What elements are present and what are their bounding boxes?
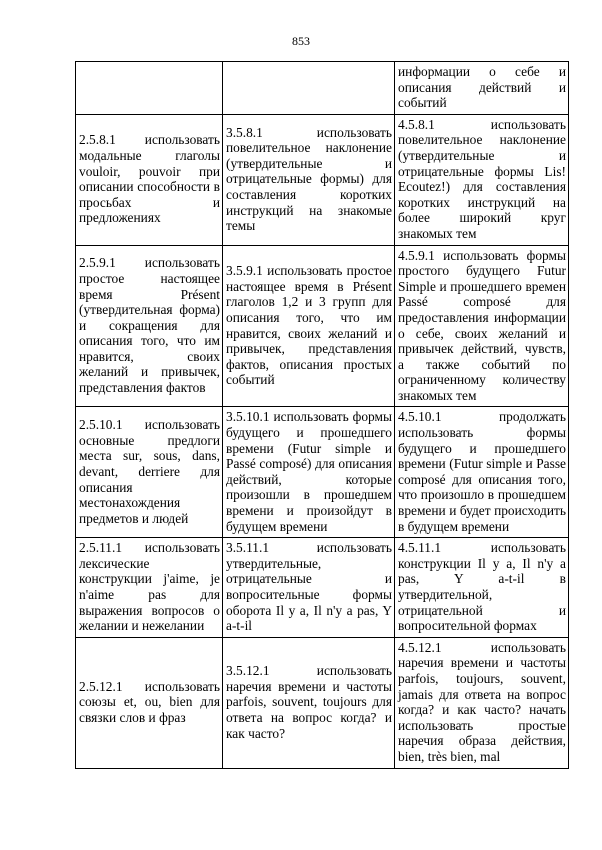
grade-3-objective-cell: 3.5.11.1 использовать утвердительные, отрицательные и вопросительные формы оборота Il y a, Il n'y a pas, Y a-t-il <box>223 538 395 638</box>
page-number: 853 <box>292 34 310 48</box>
grade-2-objective-cell: 2.5.11.1 использовать лексические конструкции j'aime, je n'aime pas для выражения вопросов о желании и нежелании <box>76 538 223 638</box>
grade-4-objective-cell: 4.5.10.1 продолжать использовать формы будущего и прошедшего времени (Futur simple и Passe composé для описания того, что произошло в прошедшем времени и будет происходить в будущем времени <box>395 407 569 538</box>
grade-2-objective-cell <box>76 62 223 115</box>
table-row <box>76 407 569 538</box>
grade-4-objective-cell: 4.5.8.1 использовать повелительное наклонение (утвердительные и отрицательные формы Lis! Ecoutez!) для составления коротких инструкций на более широкий круг знакомых тем <box>395 114 569 245</box>
grade-2-objective-cell: 2.5.10.1 использовать основные предлоги места sur, sous, dans, devant, derriere для описания местонахождения предметов и людей <box>76 407 223 538</box>
grade-3-objective-cell: 3.5.9.1 использовать простое настоящее время в Présent глаголов 1,2 и 3 групп для описания того, что им нравится, своих желаний и привычек, представления фактов, описания простых событий <box>223 245 395 407</box>
grade-3-objective-cell: 3.5.8.1 использовать повелительное наклонение (утвердительные и отрицательные формы) для составления коротких инструкций на знакомые темы <box>223 114 395 245</box>
grade-4-objective-cell: 4.5.12.1 использовать наречия времени и частоты parfois, toujours, souvent, jamais для ответа на вопрос когда? и как часто? начать использовать простые наречия образа действия, bien, très bien, mal <box>395 637 569 768</box>
table-row <box>76 245 569 407</box>
grade-4-objective-cell: 4.5.9.1 использовать формы простого будущего Futur Simple и прошедшего времен Passé composé для предоставления информации о себе, своих желаний и привычек действий, чувств, а также событий по ограниченному количеству знакомых тем <box>395 245 569 407</box>
grade-3-objective-cell: 3.5.12.1 использовать наречия времени и частоты parfois, souvent, toujours для ответа на вопрос когда? и как часто? <box>223 637 395 768</box>
table-row <box>76 637 569 768</box>
table-row <box>76 114 569 245</box>
grade-2-objective-cell: 2.5.8.1 использовать модальные глаголы vouloir, pouvoir при описании способности в просьбах и предложениях <box>76 114 223 245</box>
grade-2-objective-cell: 2.5.9.1 использовать простое настоящее время Présent (утвердительная форма) и сокращения для описания того, что им нравится, своих желаний и привычек, представления фактов <box>76 245 223 407</box>
curriculum-table <box>75 61 569 769</box>
table-row <box>76 62 569 115</box>
table-row <box>76 538 569 638</box>
grade-4-objective-cell: 4.5.11.1 использовать конструкции Il y a, Il n'y a pas, Y a-t-il в утвердительной, отрицательной и вопросительной формах <box>395 538 569 638</box>
grade-2-objective-cell: 2.5.12.1 использовать союзы et, ou, bien для связки слов и фраз <box>76 637 223 768</box>
grade-3-objective-cell <box>223 62 395 115</box>
grade-3-objective-cell: 3.5.10.1 использовать формы будущего и прошедшего времени (Futur simple и Passé composé) для описания действий, которые произошли в прошедшем времени и произойдут в будущем времени <box>223 407 395 538</box>
grade-4-objective-cell: информации о себе и описания действий и событий <box>395 62 569 115</box>
